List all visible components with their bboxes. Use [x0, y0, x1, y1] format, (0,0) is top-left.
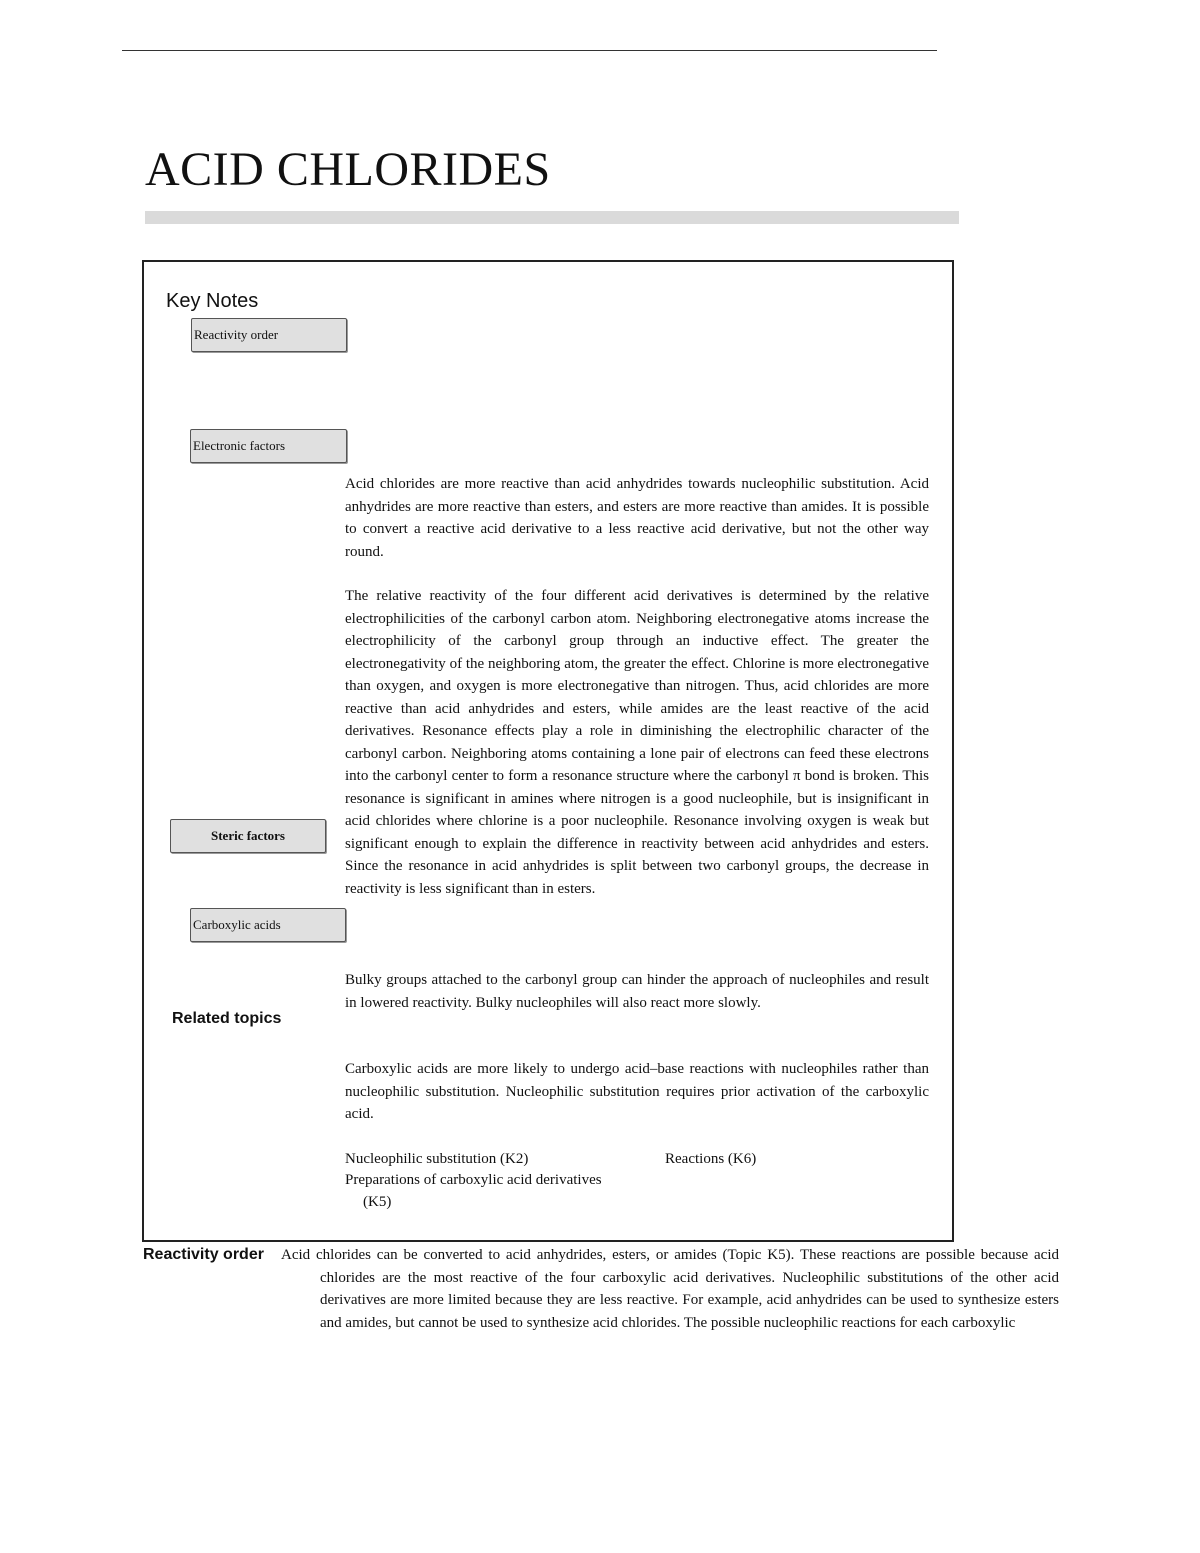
header-rule	[122, 50, 937, 51]
section-heading: Reactivity order	[143, 1246, 264, 1263]
label-steric-factors: Steric factors	[170, 819, 326, 853]
note-carboxylic-acids: Carboxylic acids are more likely to undergo acid–base reactions with nucleophiles rather than nucleophilic substitution. Nucleophilic substitution requires prior activation of the carboxylic acid.	[345, 1061, 929, 1122]
reactivity-order-section	[143, 1244, 1059, 1334]
related-link-reactions[interactable]: Reactions (K6)	[665, 1151, 757, 1167]
related-link-nucleophilic-substitution[interactable]: Nucleophilic substitution (K2)	[345, 1151, 529, 1167]
related-link-preparations-line1: Preparations of carboxylic acid derivatives	[345, 1172, 602, 1188]
related-topics-heading: Related topics	[172, 1010, 282, 1027]
note-electronic-factors: The relative reactivity of the four different acid derivatives is determined by the relative electrophilicities of the carbonyl carbon atom. Neighboring electronegative atoms increase the electrophilicity of the carbonyl group through an inductive effect. The greater the electronegativity of the neighboring atom, the greater the effect. Chlorine is more electronegative than oxygen, and oxygen is more electronegative than nitrogen. Thus, acid chlorides are more reactive than acid anhydrides and esters, while amides are the least reactive of the acid derivatives. Resonance effects play a role in diminishing the electrophilic character of the carbonyl carbon. Neighboring atoms containing a lone pair of electrons can feed these electrons into the carbonyl center to form a resonance structure where the carbonyl π bond is broken. This resonance is significant in amines where nitrogen is a good nucleophile, but is insignificant in acid chlorides where chlorine is a poor nucleophile. Resonance involving oxygen is weak but significant enough to explain the difference in reactivity between acid anhydrides and esters. Since the resonance in acid anhydrides is split between two carbonyl groups, the decrease in reactivity is less significant than in esters.	[345, 588, 929, 897]
related-link-preparations-line2: (K5)	[363, 1194, 392, 1210]
title-underline-band	[145, 211, 959, 224]
note-steric-factors: Bulky groups attached to the carbonyl group can hinder the approach of nucleophiles and result in lowered reactivity. Bulky nucleophiles will also react more slowly.	[345, 972, 929, 1011]
label-reactivity-order: Reactivity order	[191, 318, 347, 352]
label-carboxylic-acids: Carboxylic acids	[190, 908, 346, 942]
note-reactivity-order: Acid chlorides are more reactive than acid anhydrides towards nucleophilic substitution. Acid anhydrides are more reactive than esters, and esters are more reactive than amides. It is possible to convert a reactive acid derivative to a less reactive acid derivative, but not the other way round.	[345, 476, 929, 560]
section-body-text: Acid chlorides can be converted to acid anhydrides, esters, or amides (Topic K5). These reactions are possible because acid chlorides are the most reactive of the four carboxylic acid derivatives. Nucleophilic substitutions of the other acid derivatives are more limited because they are less reactive. For example, acid anhydrides can be used to synthesize esters and amides, but cannot be used to synthesize acid chlorides. The possible nucleophilic reactions for each carboxylic	[281, 1247, 1059, 1331]
related-link-preparations[interactable]	[345, 1169, 602, 1213]
key-notes-heading: Key Notes	[166, 290, 259, 312]
label-electronic-factors: Electronic factors	[190, 429, 347, 463]
page-title: ACID CHLORIDES	[145, 143, 551, 196]
